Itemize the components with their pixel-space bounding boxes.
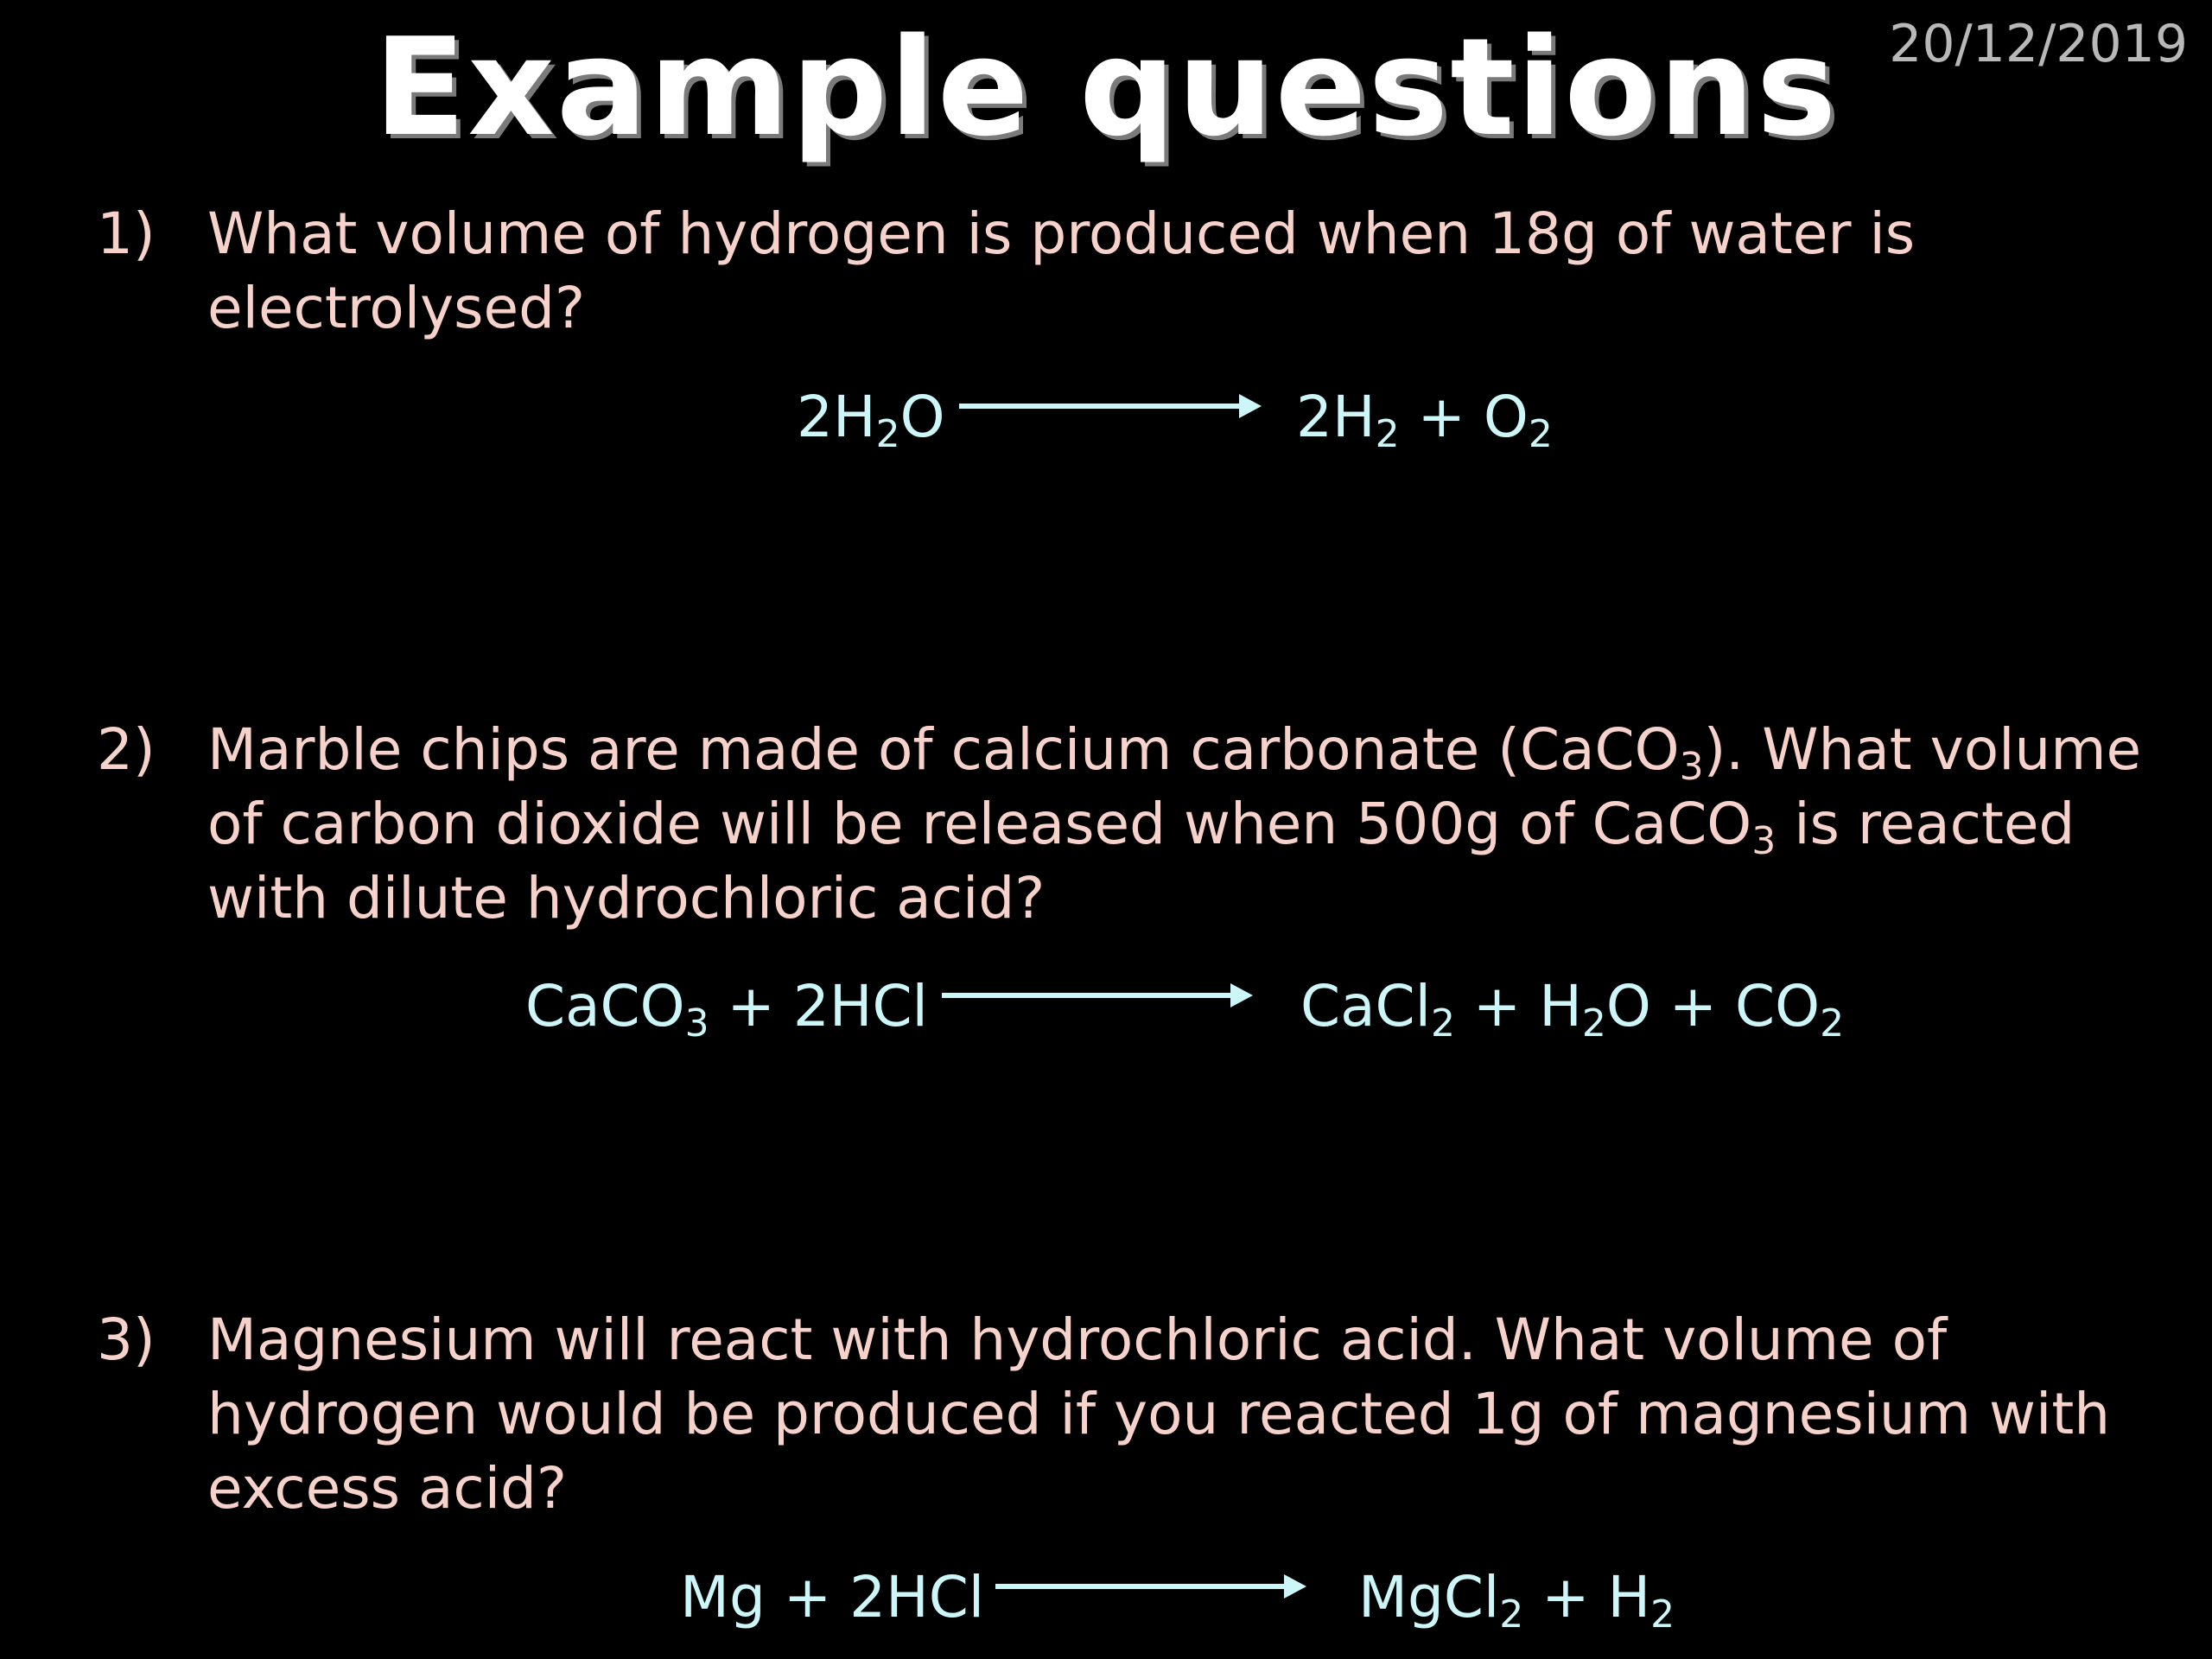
question-text: What volume of hydrogen is produced when 18g of water is electrolysed? [207, 200, 1916, 341]
question-3 [97, 1303, 2153, 1526]
equation-1-reactants: $2H_2O$ [797, 384, 945, 456]
question-number: 2) [97, 716, 156, 783]
equation-3-products: MgCl$_2$ + $H_2$ [1358, 1564, 1675, 1637]
question-text: Marble chips are made of calcium carbonate (CaCO$_3$). What volume of carbon dioxide will be released when 500g of CaCO$_3$ is reacted with dilute hydrochloric acid? [207, 716, 2142, 931]
slide-title: Example questions [373, 9, 1839, 166]
equation-2-reactants: CaCO$_3$ + 2HCl [525, 973, 928, 1046]
equation-2-products: CaCl$_2$ + $H_2O + CO_2$ [1300, 973, 1845, 1046]
reaction-arrow-2 [942, 993, 1248, 998]
question-text: Magnesium will react with hydrochloric acid. What volume of hydrogen would be produced if you reacted 1g of magnesium with excess acid? [207, 1306, 2111, 1522]
equation-3-reactants: Mg + 2HCl [680, 1564, 985, 1630]
reaction-arrow-1 [959, 404, 1256, 409]
question-number: 3) [97, 1306, 156, 1373]
question-1 [97, 197, 2153, 346]
question-2 [97, 713, 2153, 936]
equation-1-products: $2H_2 + O_2$ [1296, 384, 1553, 456]
question-number: 1) [97, 200, 156, 267]
reaction-arrow-3 [995, 1584, 1301, 1589]
slide-date: 20/12/2019 [1889, 14, 2188, 74]
